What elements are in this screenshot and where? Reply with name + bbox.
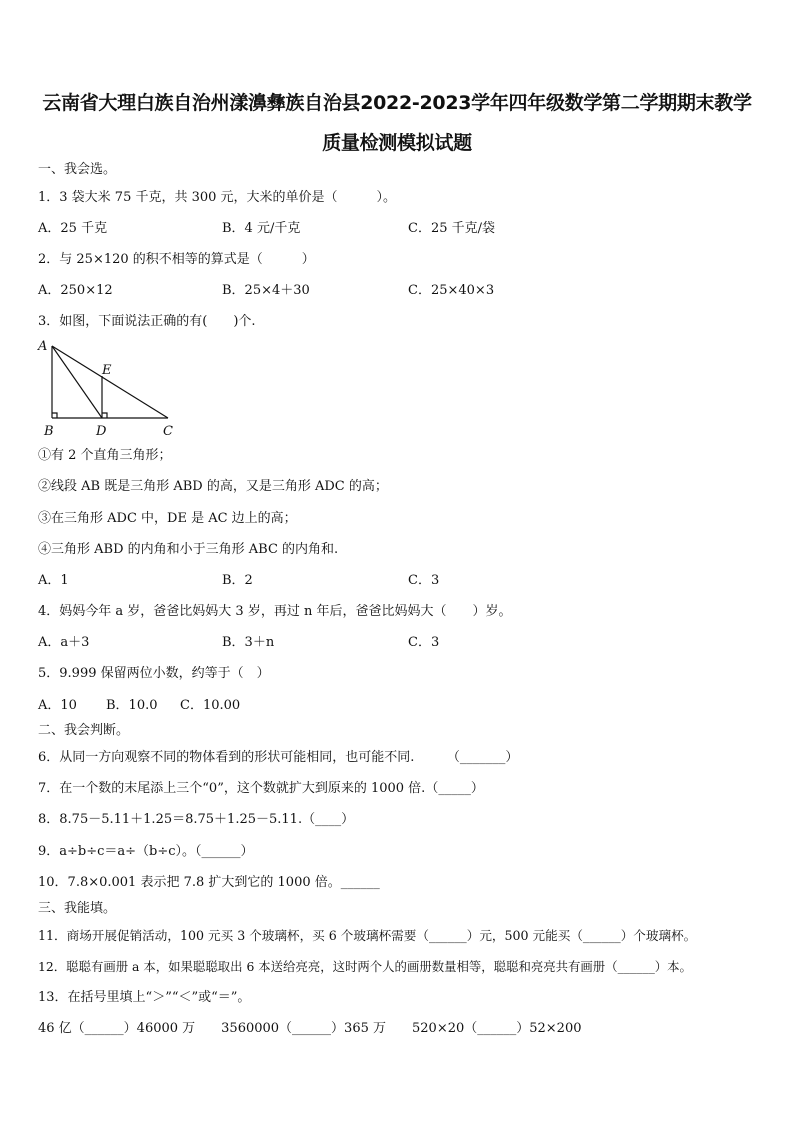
segment-ad — [52, 346, 102, 418]
question-5: 5．9.999 保留两位小数，约等于（ ） — [38, 666, 270, 681]
question-11: 11．商场开展促销活动，100 元买 3 个玻璃杯，买 6 个玻璃杯需要（______）元，500 元能买（______）个玻璃杯。 — [38, 928, 697, 943]
section-heading-fill: 三、我能填。 — [38, 901, 117, 916]
question-2: 2．与 25×120 的积不相等的算式是（ ） — [38, 252, 315, 267]
question-6: 6．从同一方向观察不同的物体看到的形状可能相同，也可能不同. （_______） — [38, 750, 519, 765]
label-a: A — [38, 339, 48, 354]
q2-option-c[interactable]: C．25×40×3 — [408, 283, 495, 298]
section-heading-choice: 一、我会选。 — [38, 162, 117, 177]
page-title-line2: 质量检测模拟试题 — [322, 132, 472, 154]
q3-statement-2: ②线段 AB 既是三角形 ABD 的高，又是三角形 ADC 的高； — [38, 479, 388, 494]
question-3: 3．如图，下面说法正确的有( )个. — [38, 314, 256, 329]
q1-option-a[interactable]: A．25 千克 — [38, 221, 108, 236]
question-10: 10．7.8×0.001 表示把 7.8 扩大到它的 1000 倍。______ — [38, 875, 380, 890]
question-13: 13．在括号里填上“＞”“＜”或“＝”。 — [38, 990, 251, 1005]
segment-ac — [52, 346, 168, 418]
q2-option-a[interactable]: A．250×12 — [38, 283, 113, 298]
q4-option-a[interactable]: A．a＋3 — [38, 635, 90, 650]
q2-option-b[interactable]: B．25×4＋30 — [222, 283, 310, 298]
label-e: E — [102, 363, 112, 378]
q3-statement-4: ④三角形 ABD 的内角和小于三角形 ABC 的内角和. — [38, 542, 339, 557]
q3-statement-3: ③在三角形 ADC 中，DE 是 AC 边上的高； — [38, 511, 297, 526]
q1-option-c[interactable]: C．25 千克/袋 — [408, 221, 496, 236]
label-c: C — [163, 424, 173, 439]
q3-option-b[interactable]: B．2 — [222, 573, 253, 588]
q3-option-c[interactable]: C．3 — [408, 573, 440, 588]
question-1: 1．3 袋大米 75 千克，共 300 元，大米的单价是（ ）。 — [38, 190, 397, 205]
triangle-figure — [36, 336, 186, 440]
question-4: 4．妈妈今年 a 岁，爸爸比妈妈大 3 岁，再过 n 年后，爸爸比妈妈大（ ）岁。 — [38, 604, 512, 619]
page-title-line1: 云南省大理白族自治州漾濞彝族自治县2022-2023学年四年级数学第二学期期末教学 — [42, 92, 752, 114]
q4-option-c[interactable]: C．3 — [408, 635, 440, 650]
section-heading-judge: 二、我会判断。 — [38, 723, 130, 738]
question-9: 9．a÷b÷c＝a÷（b÷c）。（______） — [38, 844, 254, 859]
q3-option-a[interactable]: A．1 — [38, 573, 69, 588]
label-b: B — [44, 424, 54, 439]
q3-statement-1: ①有 2 个直角三角形； — [38, 448, 172, 463]
label-d: D — [96, 424, 107, 439]
q5-option-a[interactable]: A．10 — [38, 698, 77, 713]
q1-option-b[interactable]: B．4 元/千克 — [222, 221, 301, 236]
right-angle-mark-b — [52, 413, 57, 418]
question-7: 7．在一个数的末尾添上三个“0”，这个数就扩大到原来的 1000 倍.（_____） — [38, 781, 484, 796]
question-12: 12．聪聪有画册 a 本，如果聪聪取出 6 本送给亮亮，这时两个人的画册数量相等，聪聪和亮亮共有画册（______）本。 — [38, 959, 692, 974]
q13-items: 46 亿（______）46000 万 3560000（______）365 万 520×20（______）52×200 — [38, 1021, 582, 1036]
question-8: 8．8.75－5.11＋1.25＝8.75＋1.25－5.11.（____） — [38, 812, 355, 827]
right-angle-mark-d — [102, 413, 107, 418]
q5-option-b[interactable]: B．10.0 — [106, 698, 158, 713]
q4-option-b[interactable]: B．3＋n — [222, 635, 275, 650]
q5-option-c[interactable]: C．10.00 — [180, 698, 241, 713]
